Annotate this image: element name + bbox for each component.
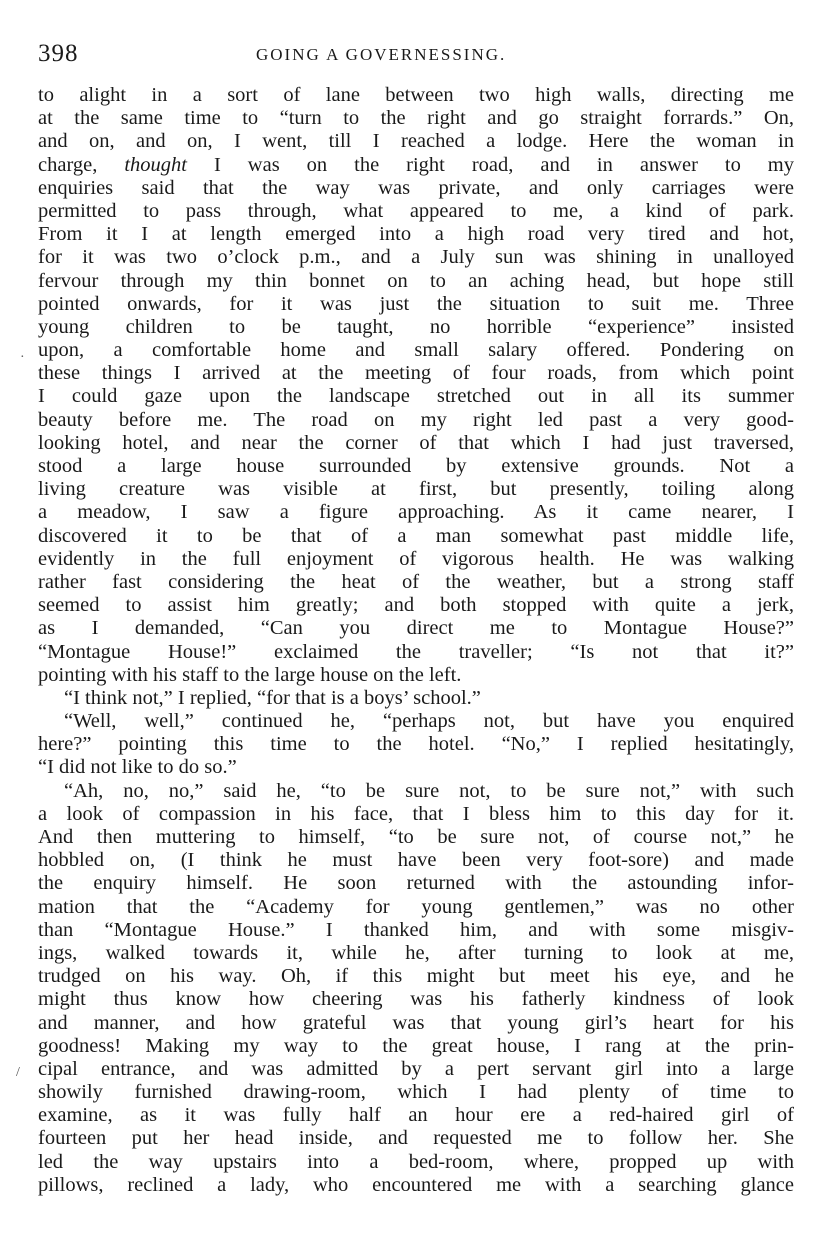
text-line: fourteen put her head inside, and requested me to follow her. She [38,1127,794,1150]
text-line: than “Montague House.” I thanked him, and with some misgiv- [38,918,794,941]
text-line: discovered it to be that of a man somewhat past middle life, [38,524,794,547]
text-line: at the same time to “turn to the right and go straight forrards.” On, [38,107,794,130]
text-line: pillows, reclined a lady, who encountered me with a searching glance [38,1173,794,1196]
text-line: as I demanded, “Can you direct me to Montague House?” [38,617,794,640]
text-line: enquiries said that the way was private, and only carriages were [38,176,794,199]
page-number: 398 [38,40,79,67]
margin-mark: · [20,350,25,365]
text-line: “I think not,” I replied, “for that is a boys’ school.” [64,686,481,709]
text-line: And then muttering to himself, “to be sure not, of course not,” he [38,826,794,848]
text-line: mation that the “Academy for young gentlemen,” was no other [38,895,794,918]
text-line: charge, thought I was on the right road, and in answer to my [38,153,794,176]
running-title: GOING A GOVERNESSING. [256,45,507,64]
text-line: showily furnished drawing-room, which I had plenty of time to [38,1081,794,1104]
text-line: fervour through my thin bonnet on to an aching head, but hope still [38,269,794,292]
text-line: “I did not like to do so.” [38,756,237,779]
text-line: led the way upstairs into a bed-room, where, propped up with [38,1150,794,1173]
text-line: pointing with his staff to the large house on the left. [38,663,462,686]
text-line: pointed onwards, for it was just the situation to suit me. Three [38,292,794,315]
text-line: to alight in a sort of lane between two high walls, directing me [38,84,794,106]
text-line: ings, walked towards it, while he, after turning to look at me, [38,941,794,964]
text-line: “Montague House!” exclaimed the traveller; “Is not that it?” [38,640,794,663]
text-line: looking hotel, and near the corner of that which I had just traversed, [38,431,794,454]
text-line: goodness! Making my way to the great house, I rang at the prin- [38,1034,794,1057]
text-line: living creature was visible at first, but presently, toiling along [38,478,794,501]
text-line: rather fast considering the heat of the weather, but a strong staff [38,570,794,593]
text-line: “Well, well,” continued he, “perhaps not, but have you enquired [64,710,794,733]
text-line: I could gaze upon the landscape stretched out in all its summer [38,385,794,408]
text-line: From it I at length emerged into a high road very tired and hot, [38,223,794,246]
margin-mark: / [16,1065,20,1080]
text-line: seemed to assist him greatly; and both stopped with quite a jerk, [38,594,794,617]
text-line: examine, as it was fully half an hour ere a red-haired girl of [38,1104,794,1127]
running-head [38,40,798,74]
body-text [38,84,794,1197]
text-line: a meadow, I saw a figure approaching. As it came nearer, I [38,501,794,524]
text-line: these things I arrived at the meeting of four roads, from which point [38,362,794,385]
text-line: and on, and on, I went, till I reached a lodge. Here the woman in [38,130,794,153]
text-line: a look of compassion in his face, that I bless him to this day for it. [38,802,794,825]
text-line: for it was two o’clock p.m., and a July sun was shining in unalloyed [38,246,794,269]
text-line: here?” pointing this time to the hotel. “No,” I replied hesitatingly, [38,733,794,756]
text-line: the enquiry himself. He soon returned with the astounding infor- [38,872,794,895]
italic-word: thought [124,153,188,176]
text-line: hobbled on, (I think he must have been very foot-sore) and made [38,849,794,872]
text-line: evidently in the full enjoyment of vigorous health. He was walking [38,547,794,570]
text-line: “Ah, no, no,” said he, “to be sure not, to be sure not,” with such [64,779,794,802]
text-line: permitted to pass through, what appeared to me, a kind of park. [38,199,794,222]
text-line: beauty before me. The road on my right led past a very good- [38,408,794,431]
text-line: stood a large house surrounded by extensive grounds. Not a [38,455,794,477]
text-line: upon, a comfortable home and small salary offered. Pondering on [38,339,794,362]
text-line: might thus know how cheering was his fatherly kindness of look [38,988,794,1011]
text-line: and manner, and how grateful was that young girl’s heart for his [38,1011,794,1034]
text-line: young children to be taught, no horrible “experience” insisted [38,315,794,338]
text-line: cipal entrance, and was admitted by a pert servant girl into a large [38,1057,794,1080]
text-line: trudged on his way. Oh, if this might but meet his eye, and he [38,965,794,988]
